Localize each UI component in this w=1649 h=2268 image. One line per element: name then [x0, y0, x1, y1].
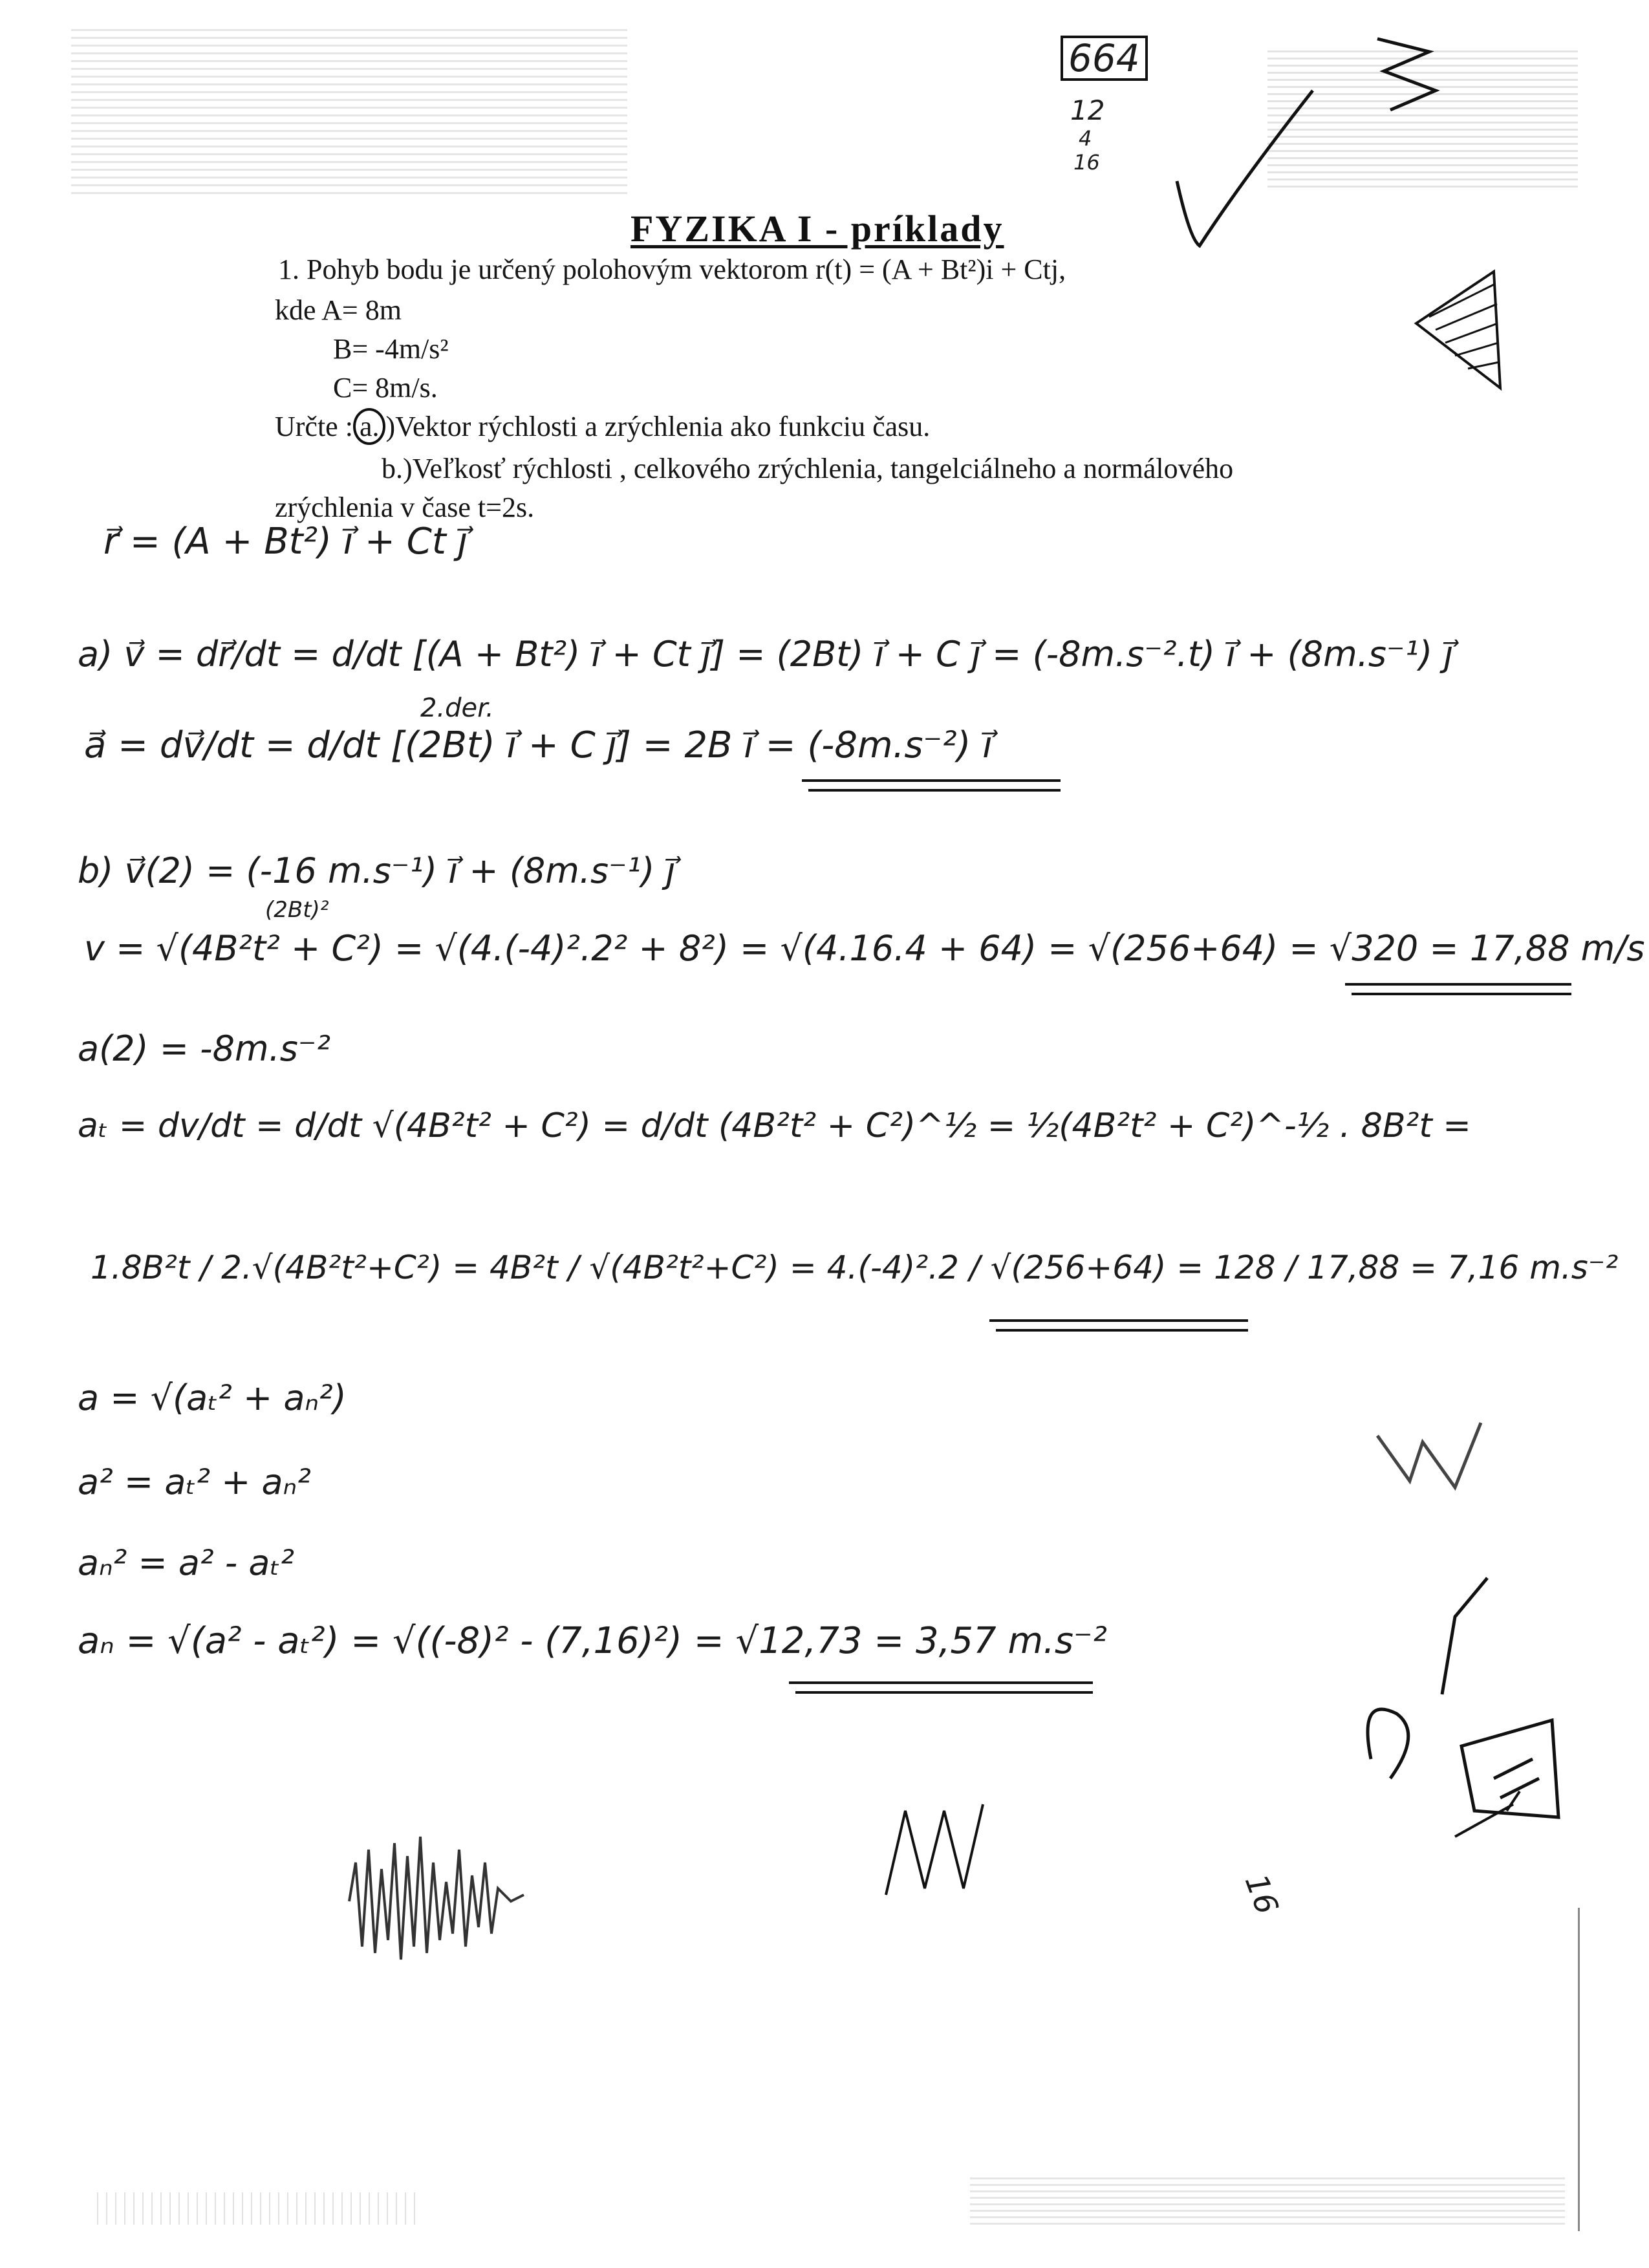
- problem-line-2: kde A= 8m: [275, 294, 402, 326]
- solution-acceleration: a⃗ = dv⃗/dt = d/dt [(2Bt) i⃗ + C j⃗] = 2B i⃗ = (-8m.s⁻²) i⃗: [84, 724, 993, 766]
- scribble-right-lower-icon: [1345, 1565, 1552, 1837]
- underline-normal: [789, 1681, 1093, 1684]
- underline-tangential: [989, 1319, 1248, 1322]
- problem-line-5: [275, 413, 930, 441]
- underline-acceleration: [802, 779, 1061, 782]
- underline-velocity-magnitude-2: [1352, 993, 1571, 995]
- problem-line-5-text: )Vektor rýchlosti a zrýchlenia ako funkciu času.: [385, 411, 931, 442]
- problem-line-3: B= -4m/s²: [333, 333, 449, 365]
- underline-normal-2: [795, 1691, 1093, 1694]
- scan-noise-bottom: [970, 2173, 1565, 2225]
- underline-acceleration-2: [808, 789, 1061, 792]
- page-title: FYZIKA I - príklady: [630, 208, 1004, 250]
- solution-acceleration-at-2s: a(2) = -8m.s⁻²: [78, 1028, 331, 1069]
- problem-line-6: b.)Veľkosť rýchlosti , celkového zrýchlenia, tangelciálneho a normálového: [382, 453, 1234, 484]
- problem-line-4: C= 8m/s.: [333, 372, 438, 404]
- zigzag-doodle-icon: [879, 1798, 996, 1901]
- scan-noise-bottom-left: [97, 2192, 420, 2225]
- margin-mark-1: 12: [1070, 94, 1105, 126]
- page-number: 664: [1061, 36, 1148, 81]
- scribble-top-right-icon: [1371, 26, 1449, 129]
- solution-note-2der: 2.der.: [420, 693, 494, 723]
- margin-mark-3: 16: [1073, 150, 1100, 175]
- problem-line-7: zrýchlenia v čase t=2s.: [275, 491, 535, 523]
- hatched-triangle-icon: [1410, 259, 1513, 394]
- check-mark-icon: [1164, 78, 1358, 259]
- underline-velocity-magnitude: [1345, 983, 1571, 986]
- waveform-doodle-icon: [343, 1824, 537, 1972]
- solution-total-acceleration: a = √(aₜ² + aₙ²): [78, 1377, 347, 1418]
- problem-line-5-label: Určte :: [275, 411, 353, 442]
- scan-noise-top: [71, 26, 627, 194]
- margin-scribble-16: 16: [1237, 1869, 1286, 1919]
- scribble-right-mid-icon: [1371, 1410, 1500, 1500]
- solution-velocity-at-2s: b) v⃗(2) = (-16 m.s⁻¹) i⃗ + (8m.s⁻¹) j⃗: [78, 850, 676, 891]
- scan-edge-line: [1578, 1908, 1580, 2231]
- solution-normal-acceleration: aₙ = √(a² - aₜ²) = √((-8)² - (7,16)²) = √12,73 = 3,57 m.s⁻²: [78, 1620, 1108, 1662]
- solution-position-vector: r⃗ = (A + Bt²) i⃗ + Ct j⃗: [103, 521, 468, 563]
- solution-tangential-derivative: aₜ = dv/dt = d/dt √(4B²t² + C²) = d/dt (4B²t² + C²)^½ = ½(4B²t² + C²)^-½ . 8B²t =: [78, 1107, 1471, 1145]
- circled-marker-a: a.: [353, 408, 386, 445]
- solution-acceleration-squared: a² = aₜ² + aₙ²: [78, 1462, 311, 1502]
- problem-line-1: 1. Pohyb bodu je určený polohovým vektorom r(t) = (A + Bt²)i + Ctj,: [278, 254, 1066, 285]
- underline-tangential-2: [996, 1329, 1248, 1332]
- solution-note-2bt: (2Bt)²: [265, 897, 329, 923]
- solution-tangential-value: 1.8B²t / 2.√(4B²t²+C²) = 4B²t / √(4B²t²+C²) = 4.(-4)².2 / √(256+64) = 128 / 17,88 = 7,16 m.s⁻²: [91, 1249, 1619, 1286]
- solution-velocity: a) v⃗ = dr⃗/dt = d/dt [(A + Bt²) i⃗ + Ct j⃗] = (2Bt) i⃗ + C j⃗ = (-8m.s⁻².t) i⃗ + (8m.s⁻¹) j⃗: [78, 634, 1454, 675]
- margin-mark-2: 4: [1079, 126, 1092, 151]
- solution-normal-squared: aₙ² = a² - aₜ²: [78, 1542, 295, 1583]
- solution-velocity-magnitude: v = √(4B²t² + C²) = √(4.(-4)².2² + 8²) = √(4.16.4 + 64) = √(256+64) = √320 = 17,88 m/s: [84, 928, 1645, 969]
